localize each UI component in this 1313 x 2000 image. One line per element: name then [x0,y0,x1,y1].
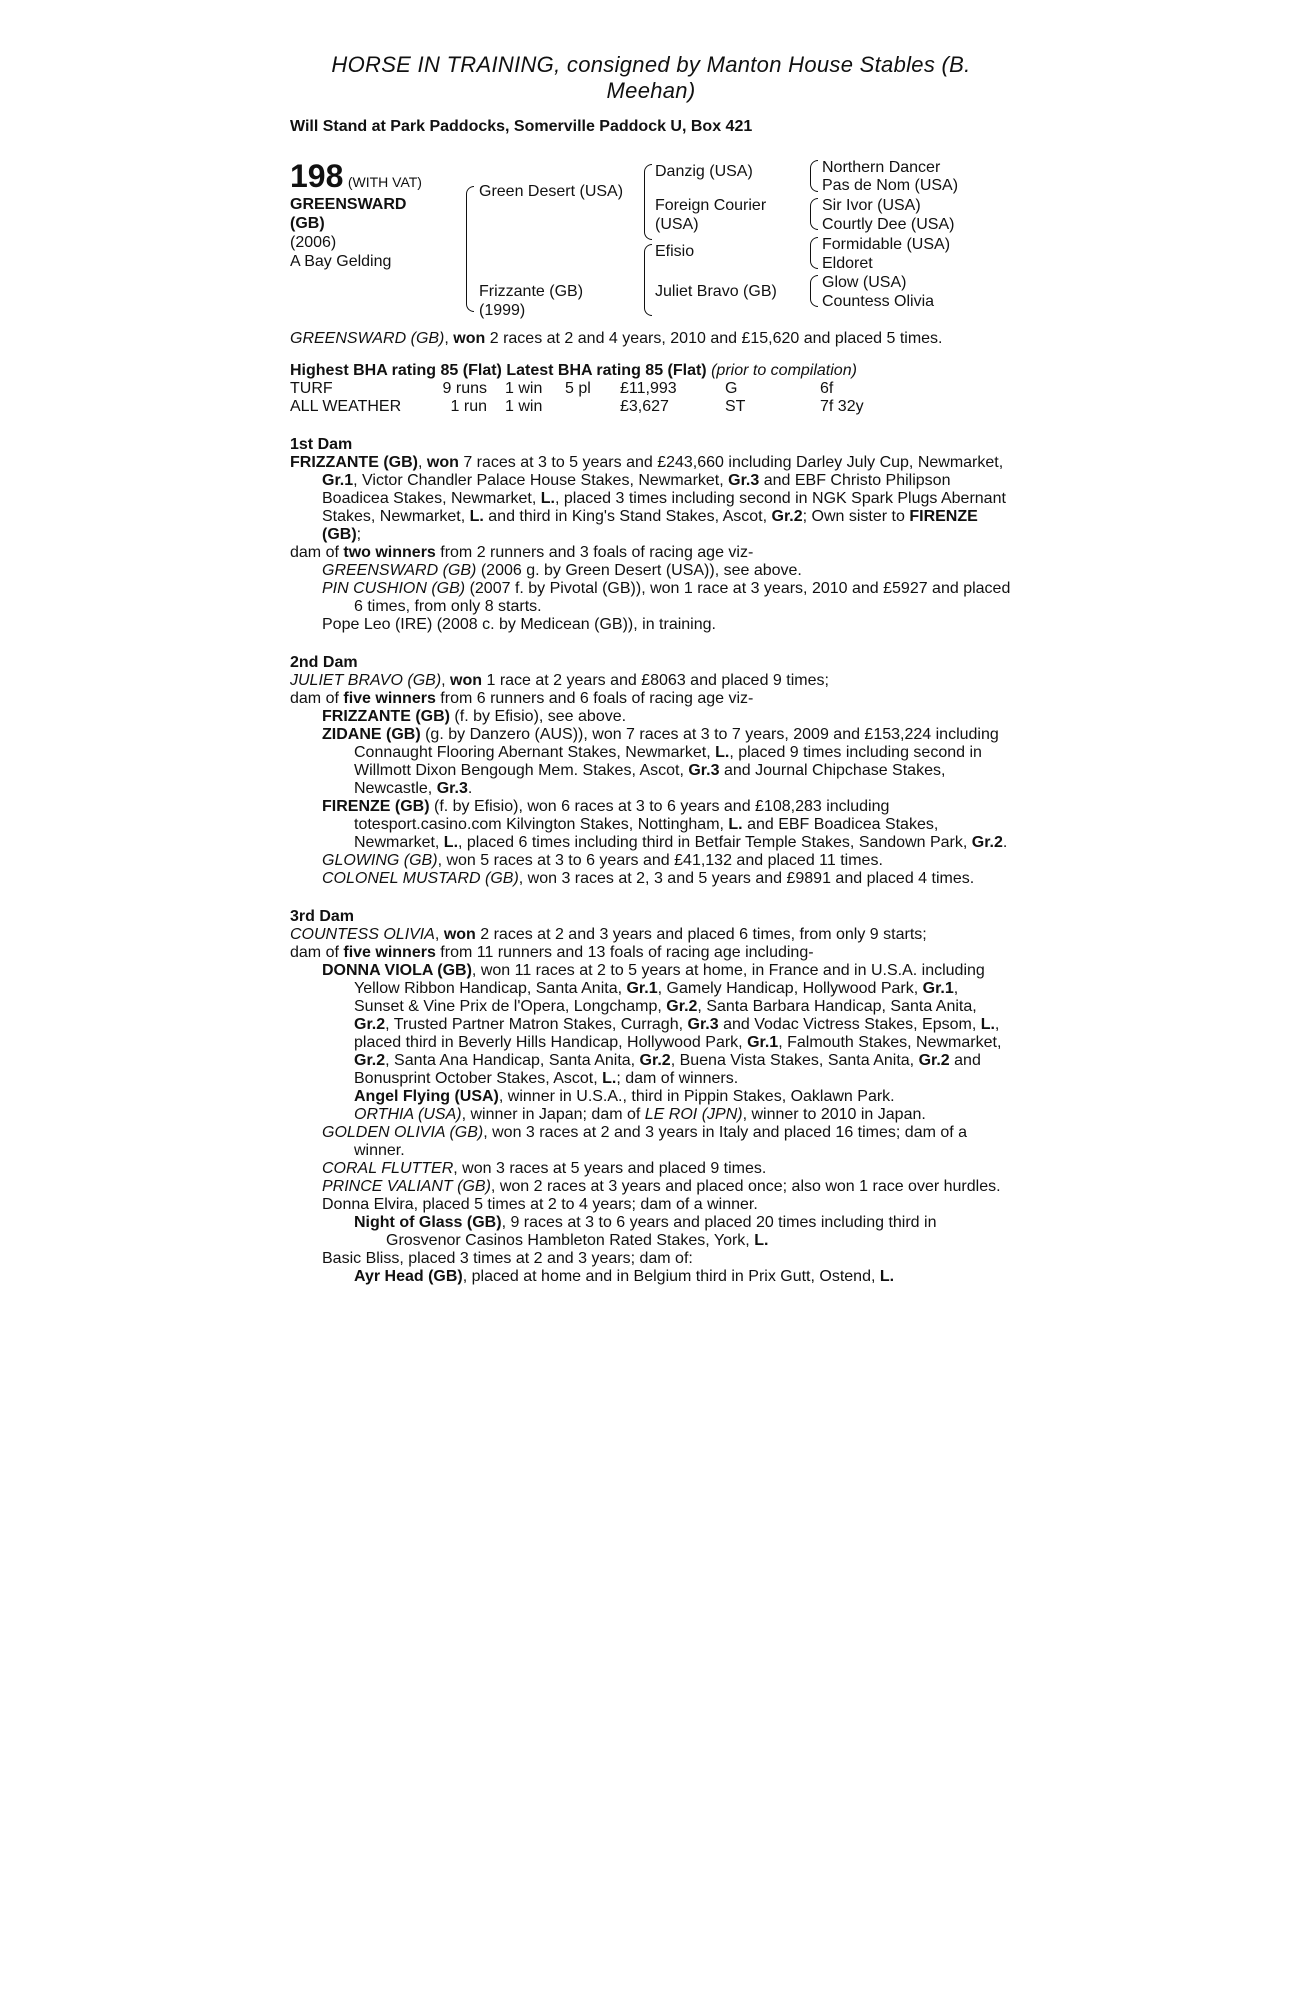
produce-prince-valiant: PRINCE VALIANT (GB), won 2 races at 3 years and placed once; also won 1 race over hurdles. [322,1178,1001,1195]
horse-description: A Bay Gelding [290,253,392,270]
produce-angel-flying: Angel Flying (USA), winner in U.S.A., third in Pippin Stakes, Oaklawn Park. [354,1088,895,1105]
sire-name: Green Desert (USA) [479,183,624,200]
ds-sire: Formidable (USA) [822,236,951,253]
catalogue-page [290,52,1012,1286]
sd-brace [810,198,818,230]
sire-brace [644,164,652,240]
dd-sire: Glow (USA) [822,274,907,291]
dd-brace [810,275,818,307]
race-summary: GREENSWARD (GB), won 2 races at 2 and 4 years, 2010 and £15,620 and placed 5 times. [290,330,943,347]
produce-colonel-mustard: COLONEL MUSTARD (GB), won 3 races at 2, 3 and 5 years and £9891 and placed 4 times. [322,870,975,887]
sire-dam-line1: Foreign Courier [655,197,767,214]
produce-greensward: GREENSWARD (GB) (2006 g. by Green Desert (USA)), see above. [322,562,802,579]
produce-golden-olivia: GOLDEN OLIVIA (GB), won 3 races at 2 and 3 years in Italy and placed 16 times; dam of a winner. [322,1124,968,1159]
first-dam-produce-summary: dam of two winners from 2 runners and 3 foals of racing age viz- [290,544,754,561]
performance-row-turf: TURF 9 runs 1 win 5 pl £11,993 G 6f [290,380,834,397]
horse-year: (2006) [290,234,337,251]
ss-brace [810,160,818,192]
lot-number: 198 [290,158,344,194]
produce-frizzante: FRIZZANTE (GB) (f. by Efisio), see above. [322,708,627,725]
ds-dam: Eldoret [822,255,873,272]
performance-row-all-weather: ALL WEATHER 1 run 1 win £3,627 ST 7f 32y [290,398,864,415]
sd-sire: Sir Ivor (USA) [822,197,921,214]
first-dam-record: FRIZZANTE (GB), won 7 races at 3 to 5 years and £243,660 including Darley July Cup, Newmarket, Gr.1, Victor Chandler Palace House Stakes, Newmarket, Gr.3 and EBF Christo Philipson Boadicea Stakes, Newmarket, L., placed 3 times including second in NGK Spark Plugs Abernant Stakes, Newmarket, L. and third in King's Stand Stakes, Ascot, Gr.2; Own sister to FIRENZE (GB); [290,454,1006,543]
lot-info [290,158,422,271]
pedigree-block [290,158,1012,330]
dam-sire: Efisio [655,243,695,260]
second-dam-record: JULIET BRAVO (GB), won 1 race at 2 years and £8063 and placed 9 times; [290,672,829,689]
horse-country: (GB) [290,215,325,232]
pedigree-brace [466,186,474,312]
dam-name: Frizzante (GB) [479,283,584,300]
sd-dam: Courtly Dee (USA) [822,216,955,233]
sire-sire: Danzig (USA) [655,163,753,180]
produce-night-of-glass: Night of Glass (GB), 9 races at 3 to 6 years and placed 20 times including third in Grosvenor Casinos Hambleton Rated Stakes, York, L. [354,1214,937,1249]
sire-dam-line2: (USA) [655,216,699,233]
produce-coral-flutter: CORAL FLUTTER, won 3 races at 5 years and placed 9 times. [322,1160,767,1177]
produce-orthia: ORTHIA (USA), winner in Japan; dam of LE ROI (JPN), winner to 2010 in Japan. [354,1106,926,1123]
produce-firenze: FIRENZE (GB) (f. by Efisio), won 6 races at 3 to 6 years and £108,283 including totesport.casino.com Kilvington Stakes, Nottingham, L. and EBF Boadicea Stakes, Newmarket, L., placed 6 times including third in Betfair Temple Stakes, Sandown Park, Gr.2. [322,798,1008,851]
dam-brace [644,244,652,316]
page-title: HORSE IN TRAINING, consigned by Manton House Stables (B. Meehan) [331,52,971,103]
produce-glowing: GLOWING (GB), won 5 races at 3 to 6 years and £41,132 and placed 11 times. [322,852,883,869]
stand-location: Will Stand at Park Paddocks, Somerville Paddock U, Box 421 [290,118,753,135]
produce-ayr-head: Ayr Head (GB), placed at home and in Belgium third in Prix Gutt, Ostend, L. [354,1268,895,1285]
third-dam-record: COUNTESS OLIVIA, won 2 races at 2 and 3 years and placed 6 times, from only 9 starts; [290,926,927,943]
produce-donna-viola: DONNA VIOLA (GB), won 11 races at 2 to 5 years at home, in France and in U.S.A. including Yellow Ribbon Handicap, Santa Anita, Gr.1, Gamely Handicap, Hollywood Park, Gr.1, Sunset & Vine Prix de l'Opera, Longchamp, Gr.2, Santa Barbara Handicap, Santa Anita, Gr.2, Trusted Partner Matron Stakes, Curragh, Gr.3 and Vodac Victress Stakes, Epsom, L., placed third in Beverly Hills Handicap, Hollywood Park, Gr.1, Falmouth Stakes, Newmarket, Gr.2, Santa Ana Handicap, Santa Anita, Gr.2, Buena Vista Stakes, Santa Anita, Gr.2 and Bonusprint October Stakes, Ascot, L.; dam of winners. [322,962,1002,1087]
dd-dam: Countess Olivia [822,293,935,310]
second-dam-produce-summary: dam of five winners from 6 runners and 6 foals of racing age viz- [290,690,754,707]
produce-pin-cushion: PIN CUSHION (GB) (2007 f. by Pivotal (GB)), won 1 race at 3 years, 2010 and £5927 and placed 6 times, from only 8 starts. [322,580,1011,615]
first-dam-heading: 1st Dam [290,436,353,453]
dam-dam: Juliet Bravo (GB) [655,283,777,300]
produce-pope-leo: Pope Leo (IRE) (2008 c. by Medicean (GB)), in training. [322,616,716,633]
bha-rating: Highest BHA rating 85 (Flat) Latest BHA rating 85 (Flat) (prior to compilation) [290,362,857,379]
second-dam-heading: 2nd Dam [290,654,358,671]
produce-donna-elvira: Donna Elvira, placed 5 times at 2 to 4 years; dam of a winner. [322,1196,758,1213]
ss-dam: Pas de Nom (USA) [822,177,959,194]
vat-note: (WITH VAT) [347,174,422,190]
ss-sire: Northern Dancer [822,159,941,176]
dam-year: (1999) [479,302,526,319]
horse-name: GREENSWARD [290,196,407,213]
produce-basic-bliss: Basic Bliss, placed 3 times at 2 and 3 years; dam of: [322,1250,693,1267]
third-dam-heading: 3rd Dam [290,908,355,925]
third-dam-produce-summary: dam of five winners from 11 runners and 13 foals of racing age including- [290,944,814,961]
produce-zidane: ZIDANE (GB) (g. by Danzero (AUS)), won 7 races at 3 to 7 years, 2009 and £153,224 including Connaught Flooring Abernant Stakes, Newmarket, L., placed 9 times including second in Willmott Dixon Bengough Mem. Stakes, Ascot, Gr.3 and Journal Chipchase Stakes, Newcastle, Gr.3. [322,726,999,797]
ds-brace [810,237,818,269]
